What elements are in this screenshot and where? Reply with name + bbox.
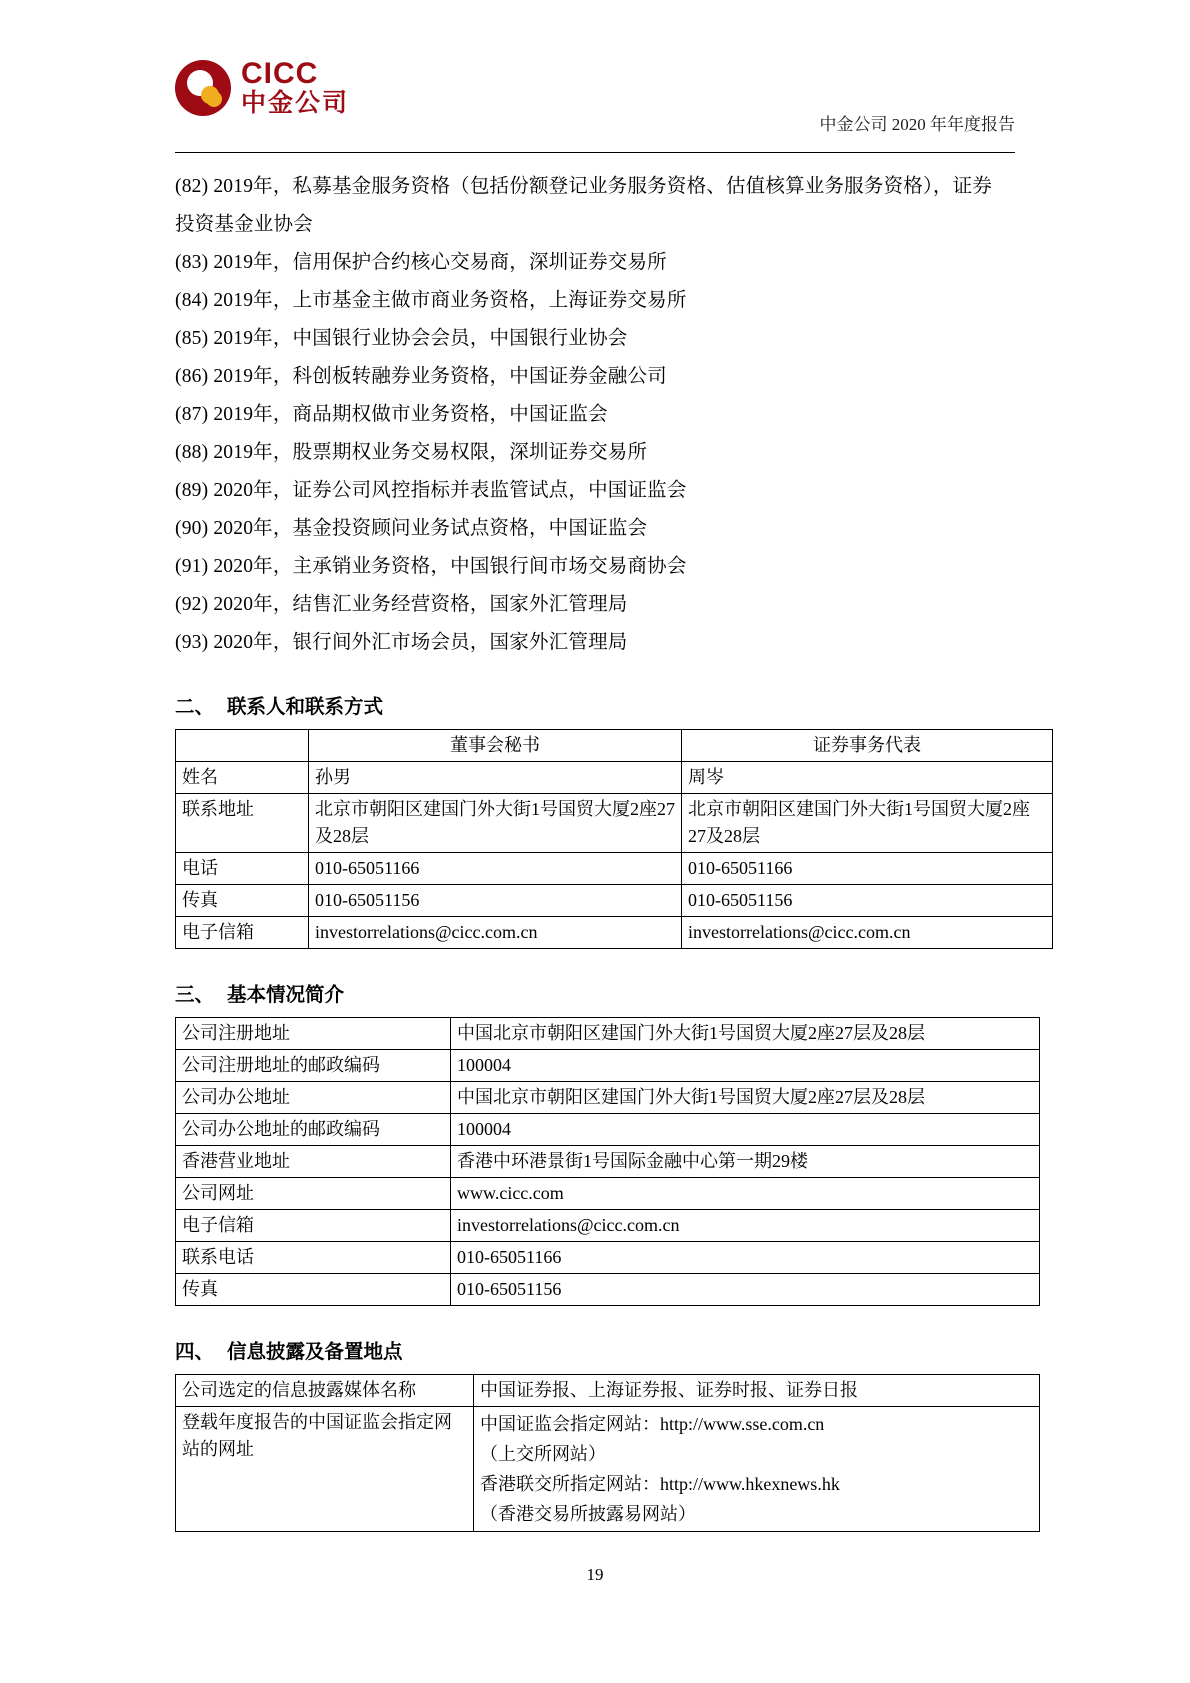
disclosure-url-line: （上交所网站）	[480, 1444, 606, 1464]
row-label: 姓名	[176, 762, 309, 794]
row-label: 联系地址	[176, 794, 309, 853]
table-cell: 100004	[451, 1050, 1040, 1082]
list-item: (87) 2019年，商品期权做市业务资格，中国证监会	[175, 404, 608, 425]
row-label: 联系电话	[176, 1242, 451, 1274]
table-cell-disclosure-urls	[474, 1407, 1040, 1532]
section-title: 基本情况简介	[227, 985, 345, 1006]
cicc-logo-icon	[175, 60, 231, 116]
logo-text-english: CICC	[241, 57, 319, 90]
qualification-list	[175, 168, 1015, 661]
table-row	[176, 794, 1053, 853]
table-row	[176, 917, 1053, 949]
row-label: 香港营业地址	[176, 1146, 451, 1178]
table-cell: investorrelations@cicc.com.cn	[682, 917, 1053, 949]
basic-info-table	[175, 1017, 1040, 1306]
table-row	[176, 1375, 1040, 1407]
list-item: (85) 2019年，中国银行业协会会员，中国银行业协会	[175, 328, 628, 349]
section-heading-contacts	[175, 691, 1015, 719]
section-heading-disclosure	[175, 1336, 1015, 1364]
contacts-table	[175, 729, 1053, 949]
disclosure-url-line: （香港交易所披露易网站）	[480, 1504, 696, 1524]
header-report-title: 中金公司 2020 年年度报告	[819, 115, 1015, 134]
page-header	[175, 58, 1015, 138]
disclosure-table	[175, 1374, 1040, 1532]
table-cell: 010-65051156	[682, 885, 1053, 917]
table-row	[176, 1274, 1040, 1306]
row-label: 电子信箱	[176, 917, 309, 949]
table-cell: 010-65051156	[451, 1274, 1040, 1306]
table-cell: www.cicc.com	[451, 1178, 1040, 1210]
list-item: (91) 2020年，主承销业务资格，中国银行间市场交易商协会	[175, 556, 687, 577]
list-item: (88) 2019年，股票期权业务交易权限，深圳证券交易所	[175, 442, 648, 463]
table-cell: 100004	[451, 1114, 1040, 1146]
list-item: (93) 2020年，银行间外汇市场会员，国家外汇管理局	[175, 632, 628, 653]
table-row	[176, 1114, 1040, 1146]
table-cell: 香港中环港景街1号国际金融中心第一期29楼	[451, 1146, 1040, 1178]
list-item: (90) 2020年，基金投资顾问业务试点资格，中国证监会	[175, 518, 648, 539]
table-row	[176, 1242, 1040, 1274]
table-cell: 北京市朝阳区建国门外大街1号国贸大厦2座27及28层	[682, 794, 1053, 853]
table-cell: 010-65051166	[682, 853, 1053, 885]
list-item: (86) 2019年，科创板转融券业务资格，中国证券金融公司	[175, 366, 667, 387]
row-label: 电话	[176, 853, 309, 885]
table-header-board-secretary: 董事会秘书	[309, 730, 682, 762]
table-row	[176, 1210, 1040, 1242]
table-cell: 中国北京市朝阳区建国门外大街1号国贸大厦2座27层及28层	[451, 1082, 1040, 1114]
list-item: (89) 2020年，证券公司风控指标并表监管试点，中国证监会	[175, 480, 687, 501]
section-number: 二、	[175, 697, 215, 718]
list-item: (83) 2019年，信用保护合约核心交易商，深圳证券交易所	[175, 252, 667, 273]
section-number: 三、	[175, 985, 215, 1006]
table-cell: 010-65051166	[451, 1242, 1040, 1274]
table-row	[176, 1146, 1040, 1178]
disclosure-url-line: 中国证监会指定网站：http://www.sse.com.cn	[480, 1414, 825, 1434]
row-label: 传真	[176, 885, 309, 917]
section-heading-basic-info	[175, 979, 1015, 1007]
section-title: 联系人和联系方式	[227, 697, 384, 718]
table-cell: 010-65051166	[309, 853, 682, 885]
table-cell-empty	[176, 730, 309, 762]
header-divider	[175, 152, 1015, 153]
table-cell: 孙男	[309, 762, 682, 794]
table-cell: 北京市朝阳区建国门外大街1号国贸大厦2座27及28层	[309, 794, 682, 853]
table-row-header	[176, 730, 1053, 762]
list-item: 投资基金业协会	[175, 214, 313, 235]
page-number: 19	[586, 1565, 604, 1584]
table-cell: investorrelations@cicc.com.cn	[451, 1210, 1040, 1242]
table-cell: 中国北京市朝阳区建国门外大街1号国贸大厦2座27层及28层	[451, 1018, 1040, 1050]
table-row	[176, 1178, 1040, 1210]
logo-text-chinese: 中金公司	[241, 89, 350, 117]
table-row	[176, 1082, 1040, 1114]
table-cell: 周岑	[682, 762, 1053, 794]
row-label: 登载年度报告的中国证监会指定网站的网址	[176, 1407, 474, 1532]
table-cell: investorrelations@cicc.com.cn	[309, 917, 682, 949]
section-title: 信息披露及备置地点	[227, 1342, 403, 1363]
row-label: 公司办公地址	[176, 1082, 451, 1114]
list-item: (84) 2019年，上市基金主做市商业务资格，上海证券交易所	[175, 290, 687, 311]
row-label: 公司注册地址的邮政编码	[176, 1050, 451, 1082]
table-header-securities-rep: 证券事务代表	[682, 730, 1053, 762]
table-cell: 010-65051156	[309, 885, 682, 917]
table-cell: 中国证券报、上海证券报、证券时报、证券日报	[474, 1375, 1040, 1407]
table-row	[176, 762, 1053, 794]
cicc-logo	[175, 58, 349, 117]
table-row	[176, 1018, 1040, 1050]
list-item: (82) 2019年，私募基金服务资格（包括份额登记业务服务资格、估值核算业务服务资格），证券	[175, 176, 993, 197]
page-content	[175, 168, 1030, 1532]
section-number: 四、	[175, 1342, 215, 1363]
row-label: 公司选定的信息披露媒体名称	[176, 1375, 474, 1407]
table-row	[176, 1050, 1040, 1082]
list-item: (92) 2020年，结售汇业务经营资格，国家外汇管理局	[175, 594, 628, 615]
disclosure-url-line: 香港联交所指定网站：http://www.hkexnews.hk	[480, 1474, 840, 1494]
row-label: 电子信箱	[176, 1210, 451, 1242]
row-label: 公司注册地址	[176, 1018, 451, 1050]
table-row	[176, 885, 1053, 917]
table-row	[176, 853, 1053, 885]
row-label: 公司网址	[176, 1178, 451, 1210]
table-row	[176, 1407, 1040, 1532]
row-label: 公司办公地址的邮政编码	[176, 1114, 451, 1146]
row-label: 传真	[176, 1274, 451, 1306]
